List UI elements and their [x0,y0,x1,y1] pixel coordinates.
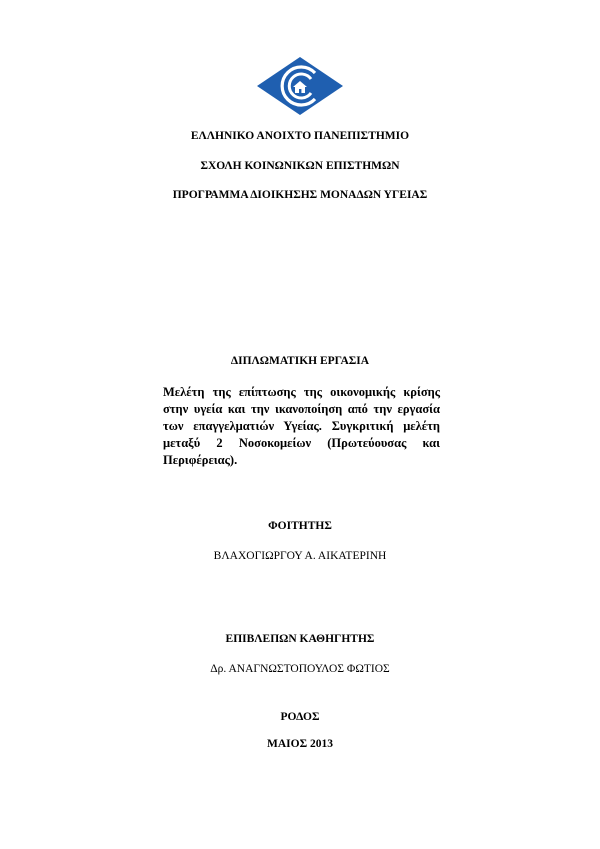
student-name: ΒΛΑΧΟΓΙΩΡΓΟΥ Α. ΑΙΚΑΤΕΡΙΝΗ [213,550,387,562]
university-name: ΕΛΛΗΝΙΚΟ ΑΝΟΙΧΤΟ ΠΑΝΕΠΙΣΤΗΜΙΟ [190,130,410,142]
supervisor-name: Δρ. ΑΝΑΓΝΩΣΤΟΠΟΥΛΟΣ ΦΩΤΙΟΣ [210,663,390,675]
university-emblem-icon [255,55,345,117]
date: ΜΑΙΟΣ 2013 [267,738,333,750]
thesis-type: ΔΙΠΛΩΜΑΤΙΚΗ ΕΡΓΑΣΙΑ [230,355,370,367]
school-name: ΣΧΟΛΗ ΚΟΙΝΩΝΙΚΩΝ ΕΠΙΣΤΗΜΩΝ [200,160,400,172]
place: ΡΟΔΟΣ [280,711,320,723]
program-name: ΠΡΟΓΡΑΜΜΑ ΔΙΟΙΚΗΣΗΣ ΜΟΝΑΔΩΝ ΥΓΕΙΑΣ [172,189,428,201]
thesis-title: Μελέτη της επίπτωσης της οικονομικής κρίσης στην υγεία και την ικανοποίηση από την εργασία των επαγγελματιών Υγείας. Συγκριτική μελέτη μεταξύ 2 Νοσοκομείων (Πρωτεύουσας και Περιφέρειας). [163,385,440,467]
student-label: ΦΟΙΤΗΤΗΣ [268,520,332,532]
supervisor-label: ΕΠΙΒΛΕΠΩΝ ΚΑΘΗΓΗΤΗΣ [225,633,375,645]
